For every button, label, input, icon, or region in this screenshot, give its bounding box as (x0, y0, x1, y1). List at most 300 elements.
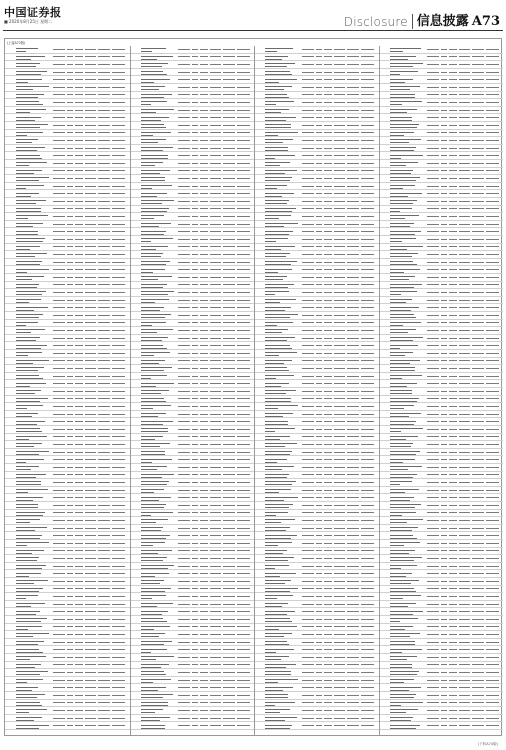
value-cell (67, 345, 73, 346)
fund-name-cell (16, 92, 50, 99)
fund-name-cell (390, 403, 424, 410)
value-cell (112, 581, 125, 582)
value-cell (53, 558, 65, 559)
disclosure-table (4, 38, 502, 736)
value-cell (53, 72, 65, 73)
value-cell (112, 87, 125, 88)
value-cell (486, 649, 499, 650)
value-cell (316, 178, 322, 179)
value-cell (53, 322, 65, 323)
text-line (265, 104, 276, 105)
value-cell (347, 664, 359, 665)
value-cell (449, 368, 457, 369)
value-cell (53, 490, 65, 491)
text-line (390, 507, 415, 508)
value-cell (178, 353, 190, 354)
value-cell (200, 72, 208, 73)
value-cell (112, 132, 125, 133)
value-cell (67, 604, 73, 605)
value-cell (178, 543, 190, 544)
value-cell (472, 376, 484, 377)
value-cell (237, 269, 250, 270)
value-cell (75, 262, 83, 263)
value-cell (200, 155, 208, 156)
table-row (5, 145, 130, 153)
value-cell (441, 550, 447, 551)
value-cell (192, 452, 198, 453)
text-line (16, 401, 40, 402)
value-cell (324, 360, 332, 361)
text-line (141, 370, 164, 371)
value-cell (112, 269, 125, 270)
table-row (254, 145, 379, 153)
table-row (254, 54, 379, 62)
text-line (141, 345, 163, 346)
table-row (254, 122, 379, 130)
value-cell (486, 315, 499, 316)
table-row (130, 707, 255, 715)
table-row (379, 631, 504, 639)
fund-name-cell (141, 388, 175, 395)
text-line (390, 215, 419, 216)
value-cell (427, 490, 439, 491)
value-cell (67, 414, 73, 415)
value-cell (449, 163, 457, 164)
value-cell (98, 102, 110, 103)
value-cell (486, 132, 499, 133)
value-cell (302, 170, 314, 171)
fund-name-cell (265, 183, 299, 190)
text-line (16, 162, 47, 163)
value-cell (347, 300, 359, 301)
value-cell (192, 117, 198, 118)
table-row (379, 540, 504, 548)
fund-name-cell (16, 76, 50, 83)
text-line (390, 568, 401, 569)
value-cell (210, 497, 221, 498)
value-cell (324, 148, 332, 149)
text-line (16, 97, 38, 98)
value-cell (223, 345, 235, 346)
value-cell (347, 216, 359, 217)
value-cell (449, 626, 457, 627)
value-cell (53, 634, 65, 635)
value-cell (237, 619, 250, 620)
text-line (390, 355, 405, 356)
value-cell (98, 657, 110, 658)
value-cell (334, 315, 345, 316)
value-cell (67, 383, 73, 384)
text-line (16, 507, 38, 508)
text-line (141, 595, 166, 596)
value-cell (53, 239, 65, 240)
value-cell (223, 231, 235, 232)
value-cell (334, 239, 345, 240)
value-cell (324, 56, 332, 57)
value-cell (237, 672, 250, 673)
text-line (16, 48, 38, 49)
value-cell (210, 148, 221, 149)
table-row (130, 540, 255, 548)
text-line (390, 454, 416, 455)
value-cell (441, 338, 447, 339)
text-line (265, 530, 286, 531)
value-cell (75, 512, 83, 513)
value-cell (223, 436, 235, 437)
value-cell (237, 581, 250, 582)
value-cell (75, 452, 83, 453)
value-cell (459, 550, 470, 551)
value-cell (316, 216, 322, 217)
value-cell (441, 421, 447, 422)
fund-name-cell (265, 168, 299, 175)
value-cell (459, 254, 470, 255)
value-cell (192, 672, 198, 673)
value-cell (237, 193, 250, 194)
fund-name-cell (141, 563, 175, 570)
value-cell (486, 444, 499, 445)
value-cell (98, 125, 110, 126)
value-cell (237, 429, 250, 430)
value-cell (53, 224, 65, 225)
value-cell (427, 657, 439, 658)
value-cell (75, 132, 83, 133)
text-line (16, 59, 31, 60)
value-cell (361, 459, 374, 460)
value-cell (302, 512, 314, 513)
fund-name-cell (16, 282, 50, 289)
value-cell (347, 315, 359, 316)
value-cell (85, 512, 96, 513)
text-line (390, 82, 405, 83)
text-line (16, 712, 29, 713)
value-cell (427, 315, 439, 316)
value-cell (237, 490, 250, 491)
text-line (16, 679, 43, 680)
text-line (265, 720, 285, 721)
fund-name-cell (141, 684, 175, 691)
value-cell (334, 604, 345, 605)
value-cell (324, 687, 332, 688)
value-cell (98, 360, 110, 361)
value-cell (324, 550, 332, 551)
value-cell (98, 474, 110, 475)
table-row (379, 441, 504, 449)
value-cell (112, 231, 125, 232)
fund-name-cell (265, 411, 299, 418)
text-line (390, 287, 414, 288)
fund-name-cell (265, 472, 299, 479)
value-cell (441, 718, 447, 719)
value-cell (441, 208, 447, 209)
value-cell (85, 695, 96, 696)
table-row (254, 137, 379, 145)
value-cell (85, 528, 96, 529)
table-row (379, 92, 504, 100)
value-cell (192, 490, 198, 491)
table-row (5, 608, 130, 616)
text-line (390, 279, 409, 280)
value-cell (316, 573, 322, 574)
text-line (265, 112, 281, 113)
value-cell (223, 558, 235, 559)
value-cell (223, 710, 235, 711)
fund-name-cell (265, 662, 299, 669)
value-cell (472, 588, 484, 589)
text-line (16, 307, 48, 308)
value-cell (302, 429, 314, 430)
text-line (390, 261, 413, 262)
value-cell (67, 117, 73, 118)
fund-name-cell (141, 434, 175, 441)
table-row (5, 700, 130, 708)
value-cell (347, 414, 359, 415)
value-cell (178, 224, 190, 225)
fund-name-cell (390, 168, 424, 175)
value-cell (192, 566, 198, 567)
value-cell (85, 186, 96, 187)
value-cell (98, 429, 110, 430)
value-cell (347, 535, 359, 536)
fund-name-cell (265, 137, 299, 144)
text-line (390, 200, 417, 201)
value-cell (472, 277, 484, 278)
fund-name-cell (265, 631, 299, 638)
text-line (265, 565, 289, 566)
value-cell (85, 170, 96, 171)
value-cell (486, 94, 499, 95)
value-cell (334, 642, 345, 643)
fund-name-cell (16, 61, 50, 68)
fund-name-cell (265, 700, 299, 707)
value-cell (112, 444, 125, 445)
fund-name-cell (265, 198, 299, 205)
value-cell (67, 322, 73, 323)
text-line (16, 603, 45, 604)
value-cell (85, 148, 96, 149)
fund-name-cell (16, 570, 50, 577)
value-cell (472, 611, 484, 612)
value-cell (441, 239, 447, 240)
text-line (265, 348, 292, 349)
value-cell (178, 117, 190, 118)
value-cell (210, 634, 221, 635)
table-row (5, 441, 130, 449)
value-cell (85, 231, 96, 232)
value-cell (459, 345, 470, 346)
text-line (16, 652, 43, 653)
text-line (141, 112, 156, 113)
value-cell (302, 360, 314, 361)
table-row (254, 715, 379, 723)
value-cell (347, 566, 359, 567)
value-cell (223, 49, 235, 50)
value-cell (237, 664, 250, 665)
value-cell (302, 566, 314, 567)
value-cell (112, 193, 125, 194)
text-line (390, 413, 421, 414)
fund-name-cell (390, 396, 424, 403)
value-cell (112, 558, 125, 559)
value-cell (486, 695, 499, 696)
value-cell (178, 505, 190, 506)
value-cell (441, 201, 447, 202)
value-cell (192, 94, 198, 95)
value-cell (53, 543, 65, 544)
value-cell (210, 664, 221, 665)
table-row (379, 358, 504, 366)
value-cell (459, 87, 470, 88)
value-cell (75, 368, 83, 369)
value-cell (334, 672, 345, 673)
value-cell (192, 429, 198, 430)
value-cell (459, 186, 470, 187)
text-line (265, 74, 292, 75)
value-cell (223, 155, 235, 156)
table-row (5, 282, 130, 290)
value-cell (472, 718, 484, 719)
table-row (5, 502, 130, 510)
value-cell (441, 604, 447, 605)
text-line (16, 462, 26, 463)
fund-name-cell (141, 456, 175, 463)
value-cell (459, 208, 470, 209)
table-row (379, 312, 504, 320)
text-line (141, 124, 164, 125)
value-cell (459, 307, 470, 308)
text-line (265, 436, 290, 437)
text-line (390, 104, 402, 105)
value-cell (347, 125, 359, 126)
table-row (254, 388, 379, 396)
text-line (141, 538, 166, 539)
value-cell (441, 368, 447, 369)
table-row (254, 304, 379, 312)
value-cell (449, 604, 457, 605)
value-cell (347, 345, 359, 346)
fund-name-cell (390, 327, 424, 334)
fund-name-cell (16, 586, 50, 593)
value-cell (302, 459, 314, 460)
value-cell (85, 140, 96, 141)
table-row (130, 259, 255, 267)
table-row (254, 365, 379, 373)
value-cell (472, 239, 484, 240)
value-cell (324, 368, 332, 369)
value-cell (178, 284, 190, 285)
value-cell (334, 338, 345, 339)
value-cell (200, 269, 208, 270)
text-line (141, 375, 167, 376)
text-line (390, 652, 402, 653)
value-cell (192, 406, 198, 407)
value-cell (486, 193, 499, 194)
text-line (265, 413, 293, 414)
table-row (379, 107, 504, 115)
value-cell (334, 444, 345, 445)
text-line (265, 557, 294, 558)
value-cell (112, 642, 125, 643)
value-cell (75, 72, 83, 73)
value-cell (75, 467, 83, 468)
text-line (390, 325, 403, 326)
value-cell (361, 634, 374, 635)
text-line (390, 728, 416, 729)
value-cell (316, 596, 322, 597)
value-cell (302, 687, 314, 688)
table-row (130, 266, 255, 274)
value-cell (112, 49, 125, 50)
text-line (265, 177, 292, 178)
value-cell (192, 338, 198, 339)
value-cell (223, 284, 235, 285)
value-cell (302, 216, 314, 217)
value-cell (85, 444, 96, 445)
value-cell (178, 588, 190, 589)
value-cell (361, 573, 374, 574)
value-cell (302, 626, 314, 627)
value-cell (178, 406, 190, 407)
value-cell (85, 687, 96, 688)
value-cell (427, 208, 439, 209)
value-cell (192, 216, 198, 217)
value-cell (459, 596, 470, 597)
text-line (265, 165, 280, 166)
value-cell (85, 474, 96, 475)
value-cell (112, 710, 125, 711)
value-cell (441, 619, 447, 620)
value-cell (178, 72, 190, 73)
text-line (141, 97, 164, 98)
value-cell (324, 132, 332, 133)
value-cell (85, 619, 96, 620)
table-row (254, 624, 379, 632)
value-cell (316, 611, 322, 612)
value-cell (98, 566, 110, 567)
value-cell (67, 710, 73, 711)
text-line (16, 226, 33, 227)
value-cell (316, 581, 322, 582)
value-cell (427, 414, 439, 415)
value-cell (449, 558, 457, 559)
value-cell (441, 216, 447, 217)
value-cell (324, 588, 332, 589)
value-cell (441, 687, 447, 688)
fund-name-cell (141, 289, 175, 296)
value-cell (324, 178, 332, 179)
value-cell (85, 573, 96, 574)
value-cell (486, 307, 499, 308)
text-line (16, 588, 43, 589)
fund-name-cell (16, 388, 50, 395)
value-cell (334, 284, 345, 285)
table-row (5, 624, 130, 632)
text-line (390, 79, 413, 80)
table-row (379, 570, 504, 578)
value-cell (361, 49, 374, 50)
value-cell (192, 87, 198, 88)
value-cell (67, 94, 73, 95)
value-cell (441, 125, 447, 126)
text-line (141, 332, 157, 333)
table-row (254, 244, 379, 252)
text-line (265, 527, 290, 528)
value-cell (223, 132, 235, 133)
value-cell (85, 664, 96, 665)
value-cell (210, 254, 221, 255)
value-cell (200, 505, 208, 506)
fund-name-cell (265, 46, 299, 53)
